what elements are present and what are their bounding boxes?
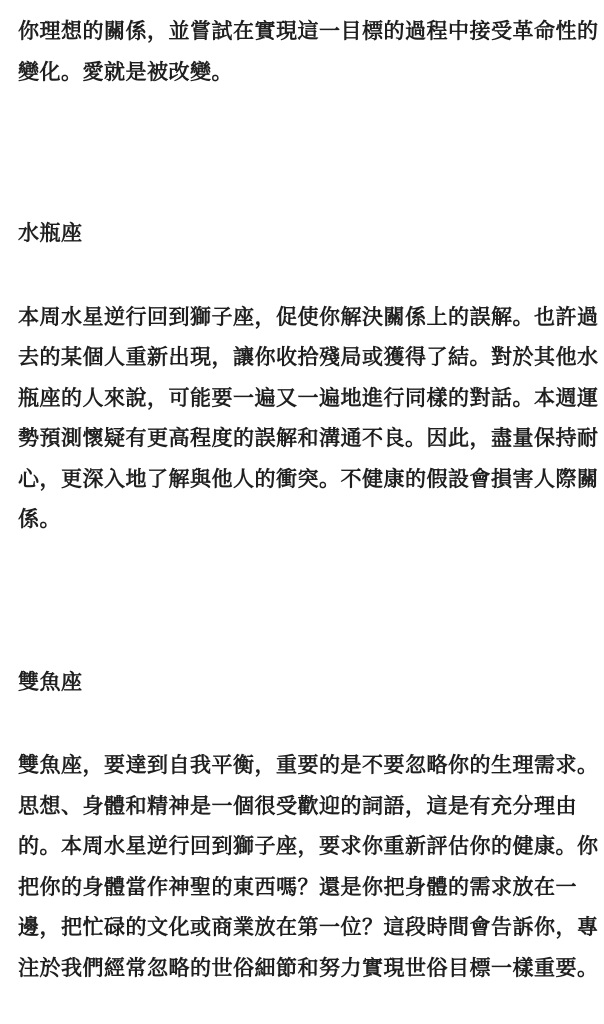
aquarius-paragraph: 本周水星逆行回到獅子座，促使你解決關係上的誤解。也許過去的某個人重新出現，讓你收拾殘局或獲得了結。對於其他水瓶座的人來說，可能要一遍又一遍地進行同樣的對話。本週運勢預測懷疑有更高程度的誤解和溝通不良。因此，盡量保持耐心，更深入地了解與他人的衝突。不健康的假設會損害人際關係。	[18, 304, 599, 531]
article-body	[18, 0, 600, 988]
pisces-heading: 雙魚座	[18, 669, 83, 694]
aquarius-heading: 水瓶座	[18, 221, 83, 245]
intro-paragraph: 你理想的關係，並嘗試在實現這一目標的過程中接受革命性的變化。愛就是被改變。	[18, 19, 599, 84]
pisces-paragraph: 雙魚座，要達到自我平衡，重要的是不要忽略你的生理需求。思想、身體和精神是一個很受歡迎的詞語，這是有充分理由的。本周水星逆行回到獅子座，要求你重新評估你的健康。你把你的身體當作神聖的東西嗎？還是你把身體的需求放在一邊，把忙碌的文化或商業放在第一位？這段時間會告訴你，專注於我們經常忽略的世俗細節和努力實現世俗目標一樣重要。	[18, 753, 599, 980]
